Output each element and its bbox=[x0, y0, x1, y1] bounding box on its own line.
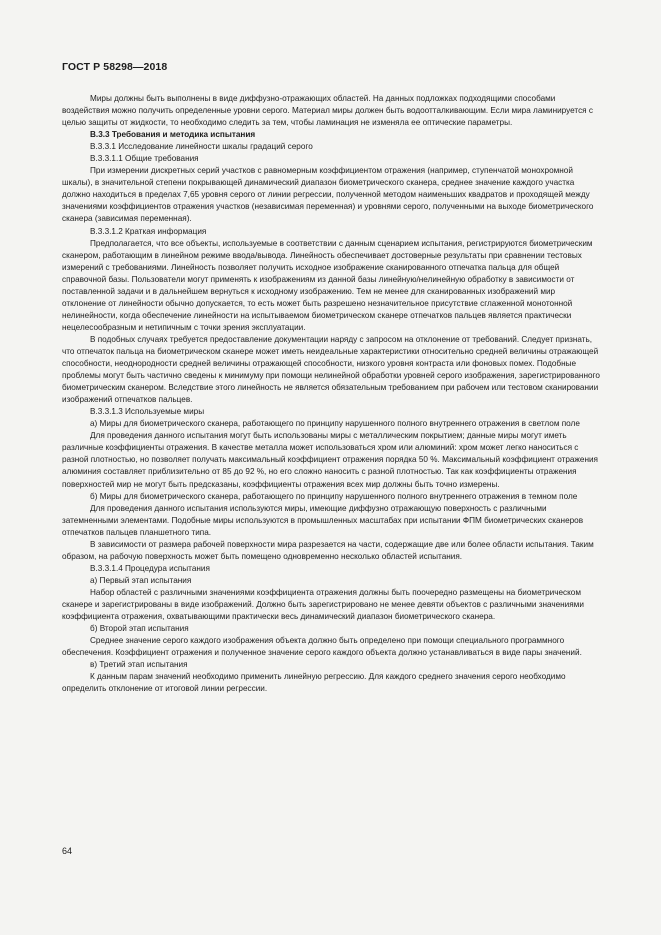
document-body bbox=[62, 93, 600, 695]
section-heading: В.3.3.1.3 Используемые миры bbox=[90, 407, 205, 417]
paragraph: При измерении дискретных серий участков с равномерным коэффициентом отражения (например, ступенчатой монохромной шкалы), в значительной степени покрывающей динамический диапазон биометрического сканера, среднее значение каждого участка должно находиться в пределах 7,65 уровня серого от линии регрессии, полученной методом наименьших квадратов и проходящей между значениями коэффициентов отражения участков (независимая переменная) и уровнями серого, полученными на выходе биометрического сканера (зависимая переменная). bbox=[62, 166, 594, 224]
paragraph: Для проведения данного испытания используются миры, имеющие диффузно отражающую поверхность с различными затемненными элементами. Подобные миры используются в промышленных масштабах при испытании ФПМ биометрических сканеров отпечатков пальцев планшетного типа. bbox=[62, 503, 584, 537]
paragraph: В зависимости от размера рабочей поверхности мира разрезается на части, содержащие две или более области испытания. Таким образом, на рабочую поверхность может быть помещено одновременно несколько областей испытания. bbox=[62, 539, 594, 561]
paragraph: б) Миры для биометрического сканера, работающего по принципу нарушенного полного внутреннего отражения в темном поле bbox=[90, 491, 578, 501]
paragraph: Предполагается, что все объекты, используемые в соответствии с данным сценарием испытания, регистрируются биометрическим сканером, работающим в линейном режиме ввода/вывода. Линейность обеспечивает достоверные результаты при сравнении тестовых измерений с требованиями. Линейность позволяет получить исходное изображение сканированного отпечатка пальца для общей справочной базы. Пользователи могут применять к изображениям из данной базы линейную/нелинейную обработку в зависимости от поставленной задачи и в дальнейшем вернуться к исходному изображению. Тем не менее для сканированных изображений мир отклонение от линейности обычно допускается, то есть может быть разрешено незначительное присутствие сглаженной монотонной нелинейности, когда обеспечение линейности на испытываемом биометрическом сканере отпечатков пальцев является практически нецелесообразным и нетипичным с точки зрения эксплуатации. bbox=[62, 238, 593, 332]
section-heading: в) Третий этап испытания bbox=[90, 660, 188, 670]
page-number: 64 bbox=[62, 846, 73, 856]
paragraph: Для проведения данного испытания могут быть использованы миры с металлическим покрытием; данные миры могут иметь различные коэффициенты отражения. В качестве металла может использоваться хром или алюминий: хром может легко наноситься с разной плотностью, но позволяет получать максимальный коэффициент отражения порядка 50 %. Максимальный коэффициент отражения алюминия составляет приблизительно от 85 до 92 %, но его сложно наносить с разной плотностью. Так как коэффициенты отражения поверхностей мир не могут быть предсказаны, коэффициенты отражения всех мир должны быть точно измерены. bbox=[62, 431, 598, 489]
paragraph: В подобных случаях требуется предоставление документации наряду с запросом на отклонение от требований. Следует признать, что отпечаток пальца на биометрическом сканере может иметь неидеальные характеристики относительно средней величины отражающей способности, неоднородности средней величины отражающей способности, низкого уровня контраста или фоновых помех. Подобные проблемы могут быть частично сведены к минимуму при помощи нелинейной обработки уровней серого изображения, зарегистрированного биометрическим сканером. Вследствие этого линейность не является обязательным требованием при рабочем или тестовом сканировании изображений отпечатков пальцев. bbox=[62, 334, 600, 405]
paragraph: Среднее значение серого каждого изображения объекта должно быть определено при помощи специального программного обеспечения. Коэффициент отражения и полученное значение серого каждого объекта должно устанавливаться в виде пары значений. bbox=[62, 636, 582, 658]
paragraph: Миры должны быть выполнены в виде диффузно-отражающих областей. На данных подложках подходящими способами воздействия можно получить определенные уровни серого. Материал миры должен быть водоотталкивающим. Если мира ламинируется с целью защиты от жидкости, то необходимо следить за тем, чтобы ламинация не изменяла ее оптические параметры. bbox=[62, 94, 593, 128]
section-heading: В.3.3.1 Исследование линейности шкалы градаций серого bbox=[90, 142, 313, 152]
paragraph: К данным парам значений необходимо применить линейную регрессию. Для каждого среднего значения серого необходимо определить отклонение от итоговой линии регрессии. bbox=[62, 672, 566, 694]
section-heading: б) Второй этап испытания bbox=[90, 624, 189, 634]
section-heading: В.3.3.1.2 Краткая информация bbox=[90, 226, 207, 236]
paragraph: Набор областей с различными значениями коэффициента отражения должны быть поочередно размещены на биометрическом сканере и зарегистрированы в виде изображений. Должно быть зарегистрировано не менее девяти объектов с различными значениями коэффициента отражения, охватывающими практически весь динамический диапазон биометрического сканера. bbox=[62, 587, 584, 622]
page-header-title: ГОСТ Р 58298—2018 bbox=[62, 61, 168, 73]
section-heading: а) Первый этап испытания bbox=[90, 575, 192, 585]
section-heading: В.3.3.1.4 Процедура испытания bbox=[90, 563, 210, 573]
paragraph: а) Миры для биометрического сканера, работающего по принципу нарушенного полного внутреннего отражения в светлом поле bbox=[90, 419, 580, 429]
section-heading: В.3.3 Требования и методика испытания bbox=[90, 130, 256, 140]
section-heading: В.3.3.1.1 Общие требования bbox=[90, 154, 199, 164]
